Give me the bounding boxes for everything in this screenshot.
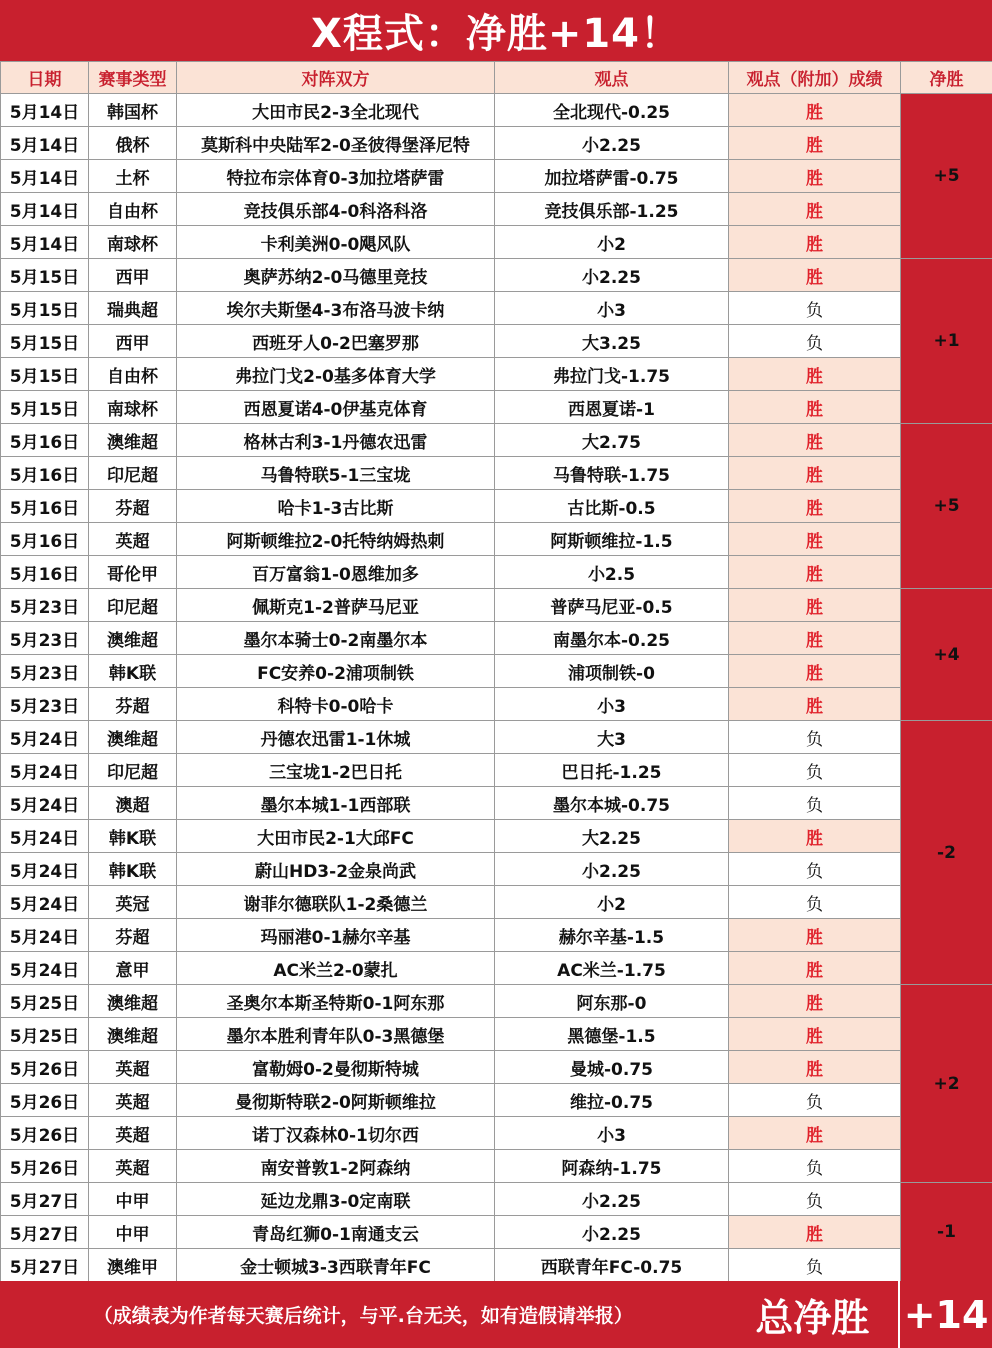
league-cell: 西甲: [89, 325, 177, 358]
result-cell: 胜: [729, 490, 901, 523]
pick-cell: 弗拉门戈-1.75: [495, 358, 729, 391]
pick-cell: 小2.25: [495, 127, 729, 160]
result-cell: 胜: [729, 259, 901, 292]
result-cell: 胜: [729, 1117, 901, 1150]
table-row: [1, 391, 992, 424]
league-cell: 印尼超: [89, 457, 177, 490]
table-row: [1, 688, 992, 721]
league-cell: 印尼超: [89, 589, 177, 622]
league-cell: 英超: [89, 1150, 177, 1183]
match-cell: 弗拉门戈2-0基多体育大学: [177, 358, 495, 391]
match-cell: 玛丽港0-1赫尔辛基: [177, 919, 495, 952]
result-cell: 负: [729, 1084, 901, 1117]
result-cell: 负: [729, 721, 901, 754]
date-cell: 5月23日: [1, 688, 89, 721]
result-cell: 胜: [729, 985, 901, 1018]
pick-cell: 曼城-0.75: [495, 1051, 729, 1084]
result-cell: 胜: [729, 358, 901, 391]
match-cell: 百万富翁1-0恩维加多: [177, 556, 495, 589]
net-win-cell: +4: [901, 589, 992, 721]
table-row: [1, 193, 992, 226]
result-cell: 胜: [729, 1018, 901, 1051]
pick-cell: 小3: [495, 688, 729, 721]
match-cell: 南安普敦1-2阿森纳: [177, 1150, 495, 1183]
result-cell: 胜: [729, 193, 901, 226]
pick-cell: 小2.5: [495, 556, 729, 589]
match-cell: AC米兰2-0蒙扎: [177, 952, 495, 985]
table-row: [1, 1150, 992, 1183]
header-net: 净胜: [901, 62, 992, 94]
pick-cell: 阿东那-0: [495, 985, 729, 1018]
result-cell: 负: [729, 787, 901, 820]
table-row: [1, 1117, 992, 1150]
net-win-cell: +5: [901, 94, 992, 259]
match-cell: 奥萨苏纳2-0马德里竞技: [177, 259, 495, 292]
pick-cell: 墨尔本城-0.75: [495, 787, 729, 820]
result-cell: 胜: [729, 1216, 901, 1249]
date-cell: 5月14日: [1, 127, 89, 160]
pick-cell: 浦项制铁-0: [495, 655, 729, 688]
net-win-cell: +5: [901, 424, 992, 589]
table-row: [1, 787, 992, 820]
table-row: [1, 886, 992, 919]
table-row: [1, 754, 992, 787]
pick-cell: 马鲁特联-1.75: [495, 457, 729, 490]
league-cell: 英冠: [89, 886, 177, 919]
match-cell: 阿斯顿维拉2-0托特纳姆热刺: [177, 523, 495, 556]
table-row: [1, 1249, 992, 1282]
league-cell: 澳维甲: [89, 1249, 177, 1282]
match-cell: 莫斯科中央陆军2-0圣彼得堡泽尼特: [177, 127, 495, 160]
date-cell: 5月26日: [1, 1051, 89, 1084]
match-cell: 佩斯克1-2普萨马尼亚: [177, 589, 495, 622]
pick-cell: 普萨马尼亚-0.5: [495, 589, 729, 622]
league-cell: 英超: [89, 1117, 177, 1150]
date-cell: 5月25日: [1, 1018, 89, 1051]
result-cell: 胜: [729, 94, 901, 127]
pick-cell: 小3: [495, 1117, 729, 1150]
pick-cell: 维拉-0.75: [495, 1084, 729, 1117]
match-cell: 圣奥尔本斯圣特斯0-1阿东那: [177, 985, 495, 1018]
total-net-label: 总净胜: [755, 1296, 870, 1340]
league-cell: 芬超: [89, 688, 177, 721]
table-row: [1, 919, 992, 952]
match-cell: 科特卡0-0哈卡: [177, 688, 495, 721]
result-cell: 胜: [729, 622, 901, 655]
date-cell: 5月15日: [1, 391, 89, 424]
match-cell: 三宝垅1-2巴日托: [177, 754, 495, 787]
header-pick: 观点: [495, 62, 729, 94]
table-row: [1, 622, 992, 655]
date-cell: 5月15日: [1, 292, 89, 325]
date-cell: 5月16日: [1, 523, 89, 556]
results-body: [1, 94, 992, 1282]
result-cell: 胜: [729, 424, 901, 457]
league-cell: 英超: [89, 1084, 177, 1117]
league-cell: 澳维超: [89, 622, 177, 655]
date-cell: 5月24日: [1, 919, 89, 952]
date-cell: 5月16日: [1, 457, 89, 490]
total-net-value: +14: [898, 1281, 992, 1348]
table-row: [1, 820, 992, 853]
result-cell: 负: [729, 1150, 901, 1183]
league-cell: 澳维超: [89, 1018, 177, 1051]
pick-cell: 大3.25: [495, 325, 729, 358]
result-cell: 负: [729, 853, 901, 886]
league-cell: 澳维超: [89, 985, 177, 1018]
pick-cell: 阿森纳-1.75: [495, 1150, 729, 1183]
net-win-cell: -1: [901, 1183, 992, 1282]
pick-cell: 巴日托-1.25: [495, 754, 729, 787]
league-cell: 韩K联: [89, 853, 177, 886]
table-row: [1, 259, 992, 292]
date-cell: 5月23日: [1, 655, 89, 688]
date-cell: 5月24日: [1, 886, 89, 919]
league-cell: 韩K联: [89, 820, 177, 853]
date-cell: 5月26日: [1, 1150, 89, 1183]
pick-cell: 小2.25: [495, 1183, 729, 1216]
table-row: [1, 325, 992, 358]
table-row: [1, 358, 992, 391]
header-row: [1, 62, 992, 94]
league-cell: 澳维超: [89, 721, 177, 754]
league-cell: 印尼超: [89, 754, 177, 787]
pick-cell: 小2: [495, 226, 729, 259]
match-cell: 曼彻斯特联2-0阿斯顿维拉: [177, 1084, 495, 1117]
date-cell: 5月24日: [1, 853, 89, 886]
result-cell: 胜: [729, 952, 901, 985]
pick-cell: 加拉塔萨雷-0.75: [495, 160, 729, 193]
league-cell: 自由杯: [89, 358, 177, 391]
date-cell: 5月14日: [1, 160, 89, 193]
match-cell: 卡利美洲0-0飓风队: [177, 226, 495, 259]
league-cell: 南球杯: [89, 226, 177, 259]
table-row: [1, 1216, 992, 1249]
match-cell: 墨尔本胜利青年队0-3黑德堡: [177, 1018, 495, 1051]
match-cell: FC安养0-2浦项制铁: [177, 655, 495, 688]
match-cell: 蔚山HD3-2金泉尚武: [177, 853, 495, 886]
league-cell: 哥伦甲: [89, 556, 177, 589]
net-win-cell: +1: [901, 259, 992, 424]
table-row: [1, 490, 992, 523]
result-cell: 胜: [729, 820, 901, 853]
pick-cell: 全北现代-0.25: [495, 94, 729, 127]
date-cell: 5月24日: [1, 754, 89, 787]
result-cell: 负: [729, 754, 901, 787]
table-row: [1, 160, 992, 193]
result-cell: 胜: [729, 1051, 901, 1084]
date-cell: 5月24日: [1, 721, 89, 754]
pick-cell: 大3: [495, 721, 729, 754]
table-row: [1, 985, 992, 1018]
match-cell: 青岛红狮0-1南通支云: [177, 1216, 495, 1249]
league-cell: 英超: [89, 1051, 177, 1084]
table-row: [1, 424, 992, 457]
date-cell: 5月27日: [1, 1183, 89, 1216]
league-cell: 自由杯: [89, 193, 177, 226]
date-cell: 5月24日: [1, 820, 89, 853]
league-cell: 英超: [89, 523, 177, 556]
net-win-cell: +2: [901, 985, 992, 1183]
date-cell: 5月14日: [1, 226, 89, 259]
league-cell: 南球杯: [89, 391, 177, 424]
league-cell: 韩国杯: [89, 94, 177, 127]
pick-cell: AC米兰-1.75: [495, 952, 729, 985]
result-cell: 胜: [729, 226, 901, 259]
match-cell: 哈卡1-3古比斯: [177, 490, 495, 523]
date-cell: 5月24日: [1, 952, 89, 985]
date-cell: 5月16日: [1, 490, 89, 523]
table-row: [1, 1084, 992, 1117]
date-cell: 5月23日: [1, 622, 89, 655]
match-cell: 特拉布宗体育0-3加拉塔萨雷: [177, 160, 495, 193]
result-cell: 负: [729, 1249, 901, 1282]
header-match: 对阵双方: [177, 62, 495, 94]
result-cell: 负: [729, 292, 901, 325]
pick-cell: 黑德堡-1.5: [495, 1018, 729, 1051]
league-cell: 韩K联: [89, 655, 177, 688]
date-cell: 5月27日: [1, 1249, 89, 1282]
pick-cell: 西恩夏诺-1: [495, 391, 729, 424]
pick-cell: 小2.25: [495, 853, 729, 886]
result-cell: 胜: [729, 391, 901, 424]
match-cell: 竞技俱乐部4-0科洛科洛: [177, 193, 495, 226]
date-cell: 5月15日: [1, 259, 89, 292]
date-cell: 5月16日: [1, 556, 89, 589]
pick-cell: 西联青年FC-0.75: [495, 1249, 729, 1282]
table-row: [1, 853, 992, 886]
date-cell: 5月16日: [1, 424, 89, 457]
date-cell: 5月25日: [1, 985, 89, 1018]
footer-bar: [0, 1281, 992, 1348]
match-cell: 诺丁汉森林0-1切尔西: [177, 1117, 495, 1150]
page-title: X程式：净胜+14！: [0, 0, 992, 61]
match-cell: 格林古利3-1丹德农迅雷: [177, 424, 495, 457]
match-cell: 大田市民2-3全北现代: [177, 94, 495, 127]
table-row: [1, 94, 992, 127]
table-row: [1, 1018, 992, 1051]
league-cell: 澳超: [89, 787, 177, 820]
table-row: [1, 226, 992, 259]
result-cell: 胜: [729, 589, 901, 622]
header-league: 赛事类型: [89, 62, 177, 94]
result-cell: 负: [729, 886, 901, 919]
table-row: [1, 556, 992, 589]
date-cell: 5月27日: [1, 1216, 89, 1249]
match-cell: 谢菲尔德联队1-2桑德兰: [177, 886, 495, 919]
match-cell: 富勒姆0-2曼彻斯特城: [177, 1051, 495, 1084]
table-row: [1, 457, 992, 490]
league-cell: 芬超: [89, 490, 177, 523]
pick-cell: 古比斯-0.5: [495, 490, 729, 523]
match-cell: 墨尔本骑士0-2南墨尔本: [177, 622, 495, 655]
league-cell: 瑞典超: [89, 292, 177, 325]
table-row: [1, 721, 992, 754]
league-cell: 芬超: [89, 919, 177, 952]
date-cell: 5月14日: [1, 94, 89, 127]
match-cell: 金士顿城3-3西联青年FC: [177, 1249, 495, 1282]
league-cell: 澳维超: [89, 424, 177, 457]
result-cell: 胜: [729, 655, 901, 688]
match-cell: 大田市民2-1大邱FC: [177, 820, 495, 853]
match-cell: 墨尔本城1-1西部联: [177, 787, 495, 820]
match-cell: 丹德农迅雷1-1休城: [177, 721, 495, 754]
date-cell: 5月26日: [1, 1117, 89, 1150]
league-cell: 意甲: [89, 952, 177, 985]
match-cell: 马鲁特联5-1三宝垅: [177, 457, 495, 490]
match-cell: 埃尔夫斯堡4-3布洛马波卡纳: [177, 292, 495, 325]
pick-cell: 小2: [495, 886, 729, 919]
table-row: [1, 523, 992, 556]
disclaimer-note: （成绩表为作者每天赛后统计，与平.台无关，如有造假请举报）: [93, 1305, 633, 1327]
date-cell: 5月23日: [1, 589, 89, 622]
date-cell: 5月15日: [1, 358, 89, 391]
pick-cell: 赫尔辛基-1.5: [495, 919, 729, 952]
pick-cell: 大2.25: [495, 820, 729, 853]
pick-cell: 小2.25: [495, 259, 729, 292]
net-win-cell: -2: [901, 721, 992, 985]
pick-cell: 阿斯顿维拉-1.5: [495, 523, 729, 556]
results-table: [0, 61, 992, 1282]
table-row: [1, 292, 992, 325]
pick-cell: 小2.25: [495, 1216, 729, 1249]
table-row: [1, 1051, 992, 1084]
table-row: [1, 589, 992, 622]
table-row: [1, 952, 992, 985]
pick-cell: 竞技俱乐部-1.25: [495, 193, 729, 226]
league-cell: 土杯: [89, 160, 177, 193]
pick-cell: 大2.75: [495, 424, 729, 457]
match-cell: 西班牙人0-2巴塞罗那: [177, 325, 495, 358]
result-cell: 胜: [729, 523, 901, 556]
result-cell: 胜: [729, 127, 901, 160]
date-cell: 5月26日: [1, 1084, 89, 1117]
result-cell: 胜: [729, 457, 901, 490]
date-cell: 5月14日: [1, 193, 89, 226]
table-row: [1, 1183, 992, 1216]
result-cell: 胜: [729, 556, 901, 589]
league-cell: 中甲: [89, 1183, 177, 1216]
match-cell: 西恩夏诺4-0伊基克体育: [177, 391, 495, 424]
pick-cell: 南墨尔本-0.25: [495, 622, 729, 655]
pick-cell: 小3: [495, 292, 729, 325]
league-cell: 俄杯: [89, 127, 177, 160]
table-row: [1, 655, 992, 688]
league-cell: 中甲: [89, 1216, 177, 1249]
header-result: 观点（附加）成绩: [729, 62, 901, 94]
league-cell: 西甲: [89, 259, 177, 292]
result-cell: 负: [729, 325, 901, 358]
match-cell: 延边龙鼎3-0定南联: [177, 1183, 495, 1216]
result-cell: 负: [729, 1183, 901, 1216]
result-cell: 胜: [729, 919, 901, 952]
date-cell: 5月24日: [1, 787, 89, 820]
result-cell: 胜: [729, 688, 901, 721]
result-cell: 胜: [729, 160, 901, 193]
table-row: [1, 127, 992, 160]
header-date: 日期: [1, 62, 89, 94]
date-cell: 5月15日: [1, 325, 89, 358]
